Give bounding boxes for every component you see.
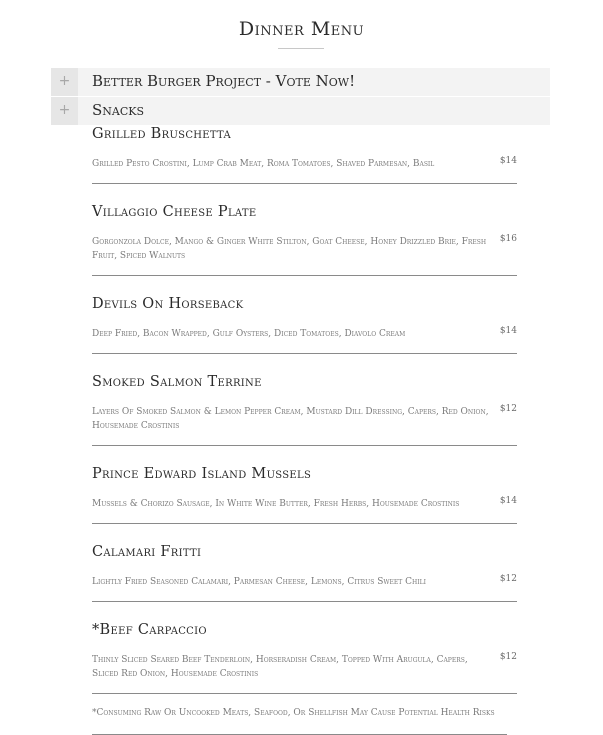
menu-item-name: Prince Edward Island Mussels: [92, 466, 312, 482]
menu-item-name: Calamari Fritti: [92, 544, 202, 560]
menu-item-name: Grilled Bruschetta: [92, 126, 232, 142]
menu-item: [92, 202, 517, 276]
menu-item-name: Villaggio Cheese Plate: [92, 204, 257, 220]
menu-item: [92, 124, 517, 184]
menu-item-price: $12: [499, 404, 517, 414]
plus-icon[interactable]: +: [51, 97, 78, 125]
menu-item: [92, 620, 517, 694]
menu-item-description: Gorgonzola Dolce, Mango & Ginger White Stilton, Goat Cheese, Honey Drizzled Brie, Fresh Fruit, Spiced Walnuts: [92, 237, 487, 261]
allergy-notice: *Consuming Raw Or Uncooked Meats, Seafood, Or Shellfish May Cause Potential Health Risks: [92, 706, 507, 735]
menu-item-price: $12: [499, 652, 517, 662]
menu-item-price: $12: [499, 574, 517, 584]
menu-list: [92, 124, 517, 735]
menu-item-price: $14: [499, 326, 517, 336]
menu-item-description: Lightly Fried Seasoned Calamari, Parmesan Cheese, Lemons, Citrus Sweet Chili: [92, 577, 426, 587]
accordion-label-better-burger[interactable]: Better Burger Project - Vote Now!: [92, 72, 356, 90]
menu-item: [92, 542, 517, 602]
menu-item: [92, 464, 517, 524]
menu-item-name: Devils On Horseback: [92, 296, 244, 312]
accordion-better-burger[interactable]: [51, 68, 550, 96]
plus-icon[interactable]: +: [51, 68, 78, 96]
menu-item: [92, 372, 517, 446]
accordion-snacks[interactable]: [51, 97, 550, 125]
menu-item-price: $14: [499, 156, 517, 166]
menu-item-name: *Beef Carpaccio: [92, 622, 207, 638]
menu-item-description: Deep Fried, Bacon Wrapped, Gulf Oysters, Diced Tomatoes, Diavolo Cream: [92, 329, 406, 339]
menu-item-price: $16: [499, 234, 517, 244]
title-divider: [278, 48, 324, 49]
menu-item-price: $14: [499, 496, 517, 506]
menu-item-name: Smoked Salmon Terrine: [92, 374, 262, 390]
menu-item-description: Layers Of Smoked Salmon & Lemon Pepper Cream, Mustard Dill Dressing, Capers, Red Onion, Housemade Crostinis: [92, 407, 489, 431]
menu-item-description: Mussels & Chorizo Sausage, In White Wine Butter, Fresh Herbs, Housemade Crostinis: [92, 499, 460, 509]
menu-item-description: Grilled Pesto Crostini, Lump Crab Meat, Roma Tomatoes, Shaved Parmesan, Basil: [92, 159, 435, 169]
menu-item: [92, 294, 517, 354]
page-title: Dinner Menu: [238, 18, 365, 40]
menu-item-description: Thinly Sliced Seared Beef Tenderloin, Horseradish Cream, Topped With Arugula, Capers, Sliced Red Onion, Housemade Crostinis: [92, 655, 468, 679]
accordion-label-snacks[interactable]: Snacks: [92, 101, 145, 119]
